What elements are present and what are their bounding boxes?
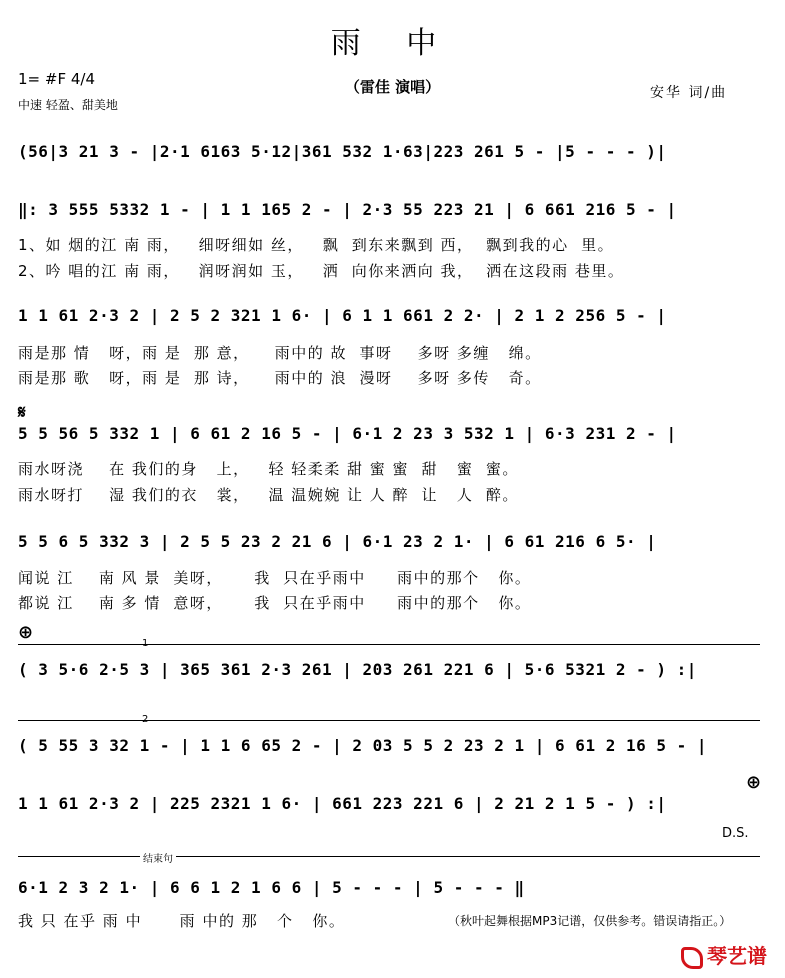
- lyric-line-3a: 雨水呀浇 在 我们的身 上， 轻 轻柔柔 甜 蜜 蜜 甜 蜜 蜜。: [18, 460, 519, 478]
- ending-1-label: 1: [142, 638, 149, 649]
- brand-logo: [681, 940, 767, 969]
- score-line-4: 5 5 6 5 332 3 | 2 5 5 23 2 21 6 | 6·1 23 2 1· | 6 61 216 6 5· |: [18, 532, 657, 551]
- score-line-8: 6·1 2 3 2 1· | 6 6 1 2 1 6 6 | 5 - - - | 5 - - - ‖: [18, 878, 525, 897]
- score-line-7: 1 1 61 2·3 2 | 225 2321 1 6· | 661 223 221 6 | 2 21 2 1 5 - ) :|: [18, 794, 667, 813]
- singer-credit: （雷佳 演唱）: [344, 78, 441, 96]
- score-line-5: ( 3 5·6 2·5 3 | 365 361 2·3 261 | 203 261 221 6 | 5·6 5321 2 - ) :|: [18, 660, 697, 679]
- author-credit: 安华 词/曲: [650, 85, 728, 101]
- score-line-6: ( 5 55 3 32 1 - | 1 1 6 65 2 - | 2 03 5 5 2 23 2 1 | 6 61 2 16 5 - |: [18, 736, 708, 755]
- segno-icon: 𝄋: [18, 402, 26, 423]
- lyric-line-1a: 1、如 烟的江 南 雨， 细呀细如 丝， 飘 到东来飘到 西， 飘到我的心 里。: [18, 236, 615, 254]
- footnote: （秋叶起舞根据MP3记谱，仅供参考。错误请指正。）: [448, 914, 732, 928]
- lyric-line-8: 我 只 在乎 雨 中 雨 中的 那 个 你。: [18, 912, 346, 930]
- ending-phrase-label: 结束句: [140, 850, 176, 865]
- lyric-line-4b: 都说 江 南 多 情 意呀， 我 只在乎雨中 雨中的那个 你。: [18, 594, 532, 612]
- score-line-intro: (56|3 21 3 - |2·1 6163 5·12|361 532 1·63|223 261 5 - |5 - - - )|: [18, 142, 667, 161]
- key-signature: 1= #F 4/4: [18, 70, 95, 88]
- coda-icon: ⊕: [18, 622, 34, 643]
- coda-icon-end: ⊕: [746, 772, 762, 793]
- ending-phrase-bracket: [18, 856, 760, 857]
- tempo-marking: 中速 轻盈、甜美地: [18, 98, 118, 112]
- ending-1-bracket: [18, 644, 760, 645]
- ending-2-bracket: [18, 720, 760, 721]
- logo-text: 琴艺谱: [707, 944, 767, 968]
- lyric-line-2a: 雨是那 情 呀，雨 是 那 意， 雨中的 故 事呀 多呀 多缠 绵。: [18, 344, 542, 362]
- logo-icon: [681, 947, 703, 969]
- lyric-line-4a: 闻说 江 南 风 景 美呀， 我 只在乎雨中 雨中的那个 你。: [18, 569, 532, 587]
- page-title: 雨 中: [330, 26, 455, 61]
- lyric-line-3b: 雨水呀打 湿 我们的衣 裳， 温 温婉婉 让 人 醉 让 人 醉。: [18, 486, 519, 504]
- lyric-line-1b: 2、吟 唱的江 南 雨， 润呀润如 玉， 洒 向你来洒向 我， 洒在这段雨 巷里。: [18, 262, 625, 280]
- score-line-2: 1 1 61 2·3 2 | 2 5 2 321 1 6· | 6 1 1 661 2 2· | 2 1 2 256 5 - |: [18, 306, 667, 325]
- lyric-line-2b: 雨是那 歌 呀，雨 是 那 诗， 雨中的 浪 漫呀 多呀 多传 奇。: [18, 369, 542, 387]
- ds-marking: D.S.: [722, 826, 749, 841]
- score-line-1: ‖: 3 555 5332 1 - | 1 1 165 2 - | 2·3 55 223 21 | 6 661 216 5 - |: [18, 200, 677, 219]
- ending-2-label: 2: [142, 714, 149, 725]
- score-line-3: 5 5 56 5 332 1 | 6 61 2 16 5 - | 6·1 2 23 3 532 1 | 6·3 231 2 - |: [18, 424, 677, 443]
